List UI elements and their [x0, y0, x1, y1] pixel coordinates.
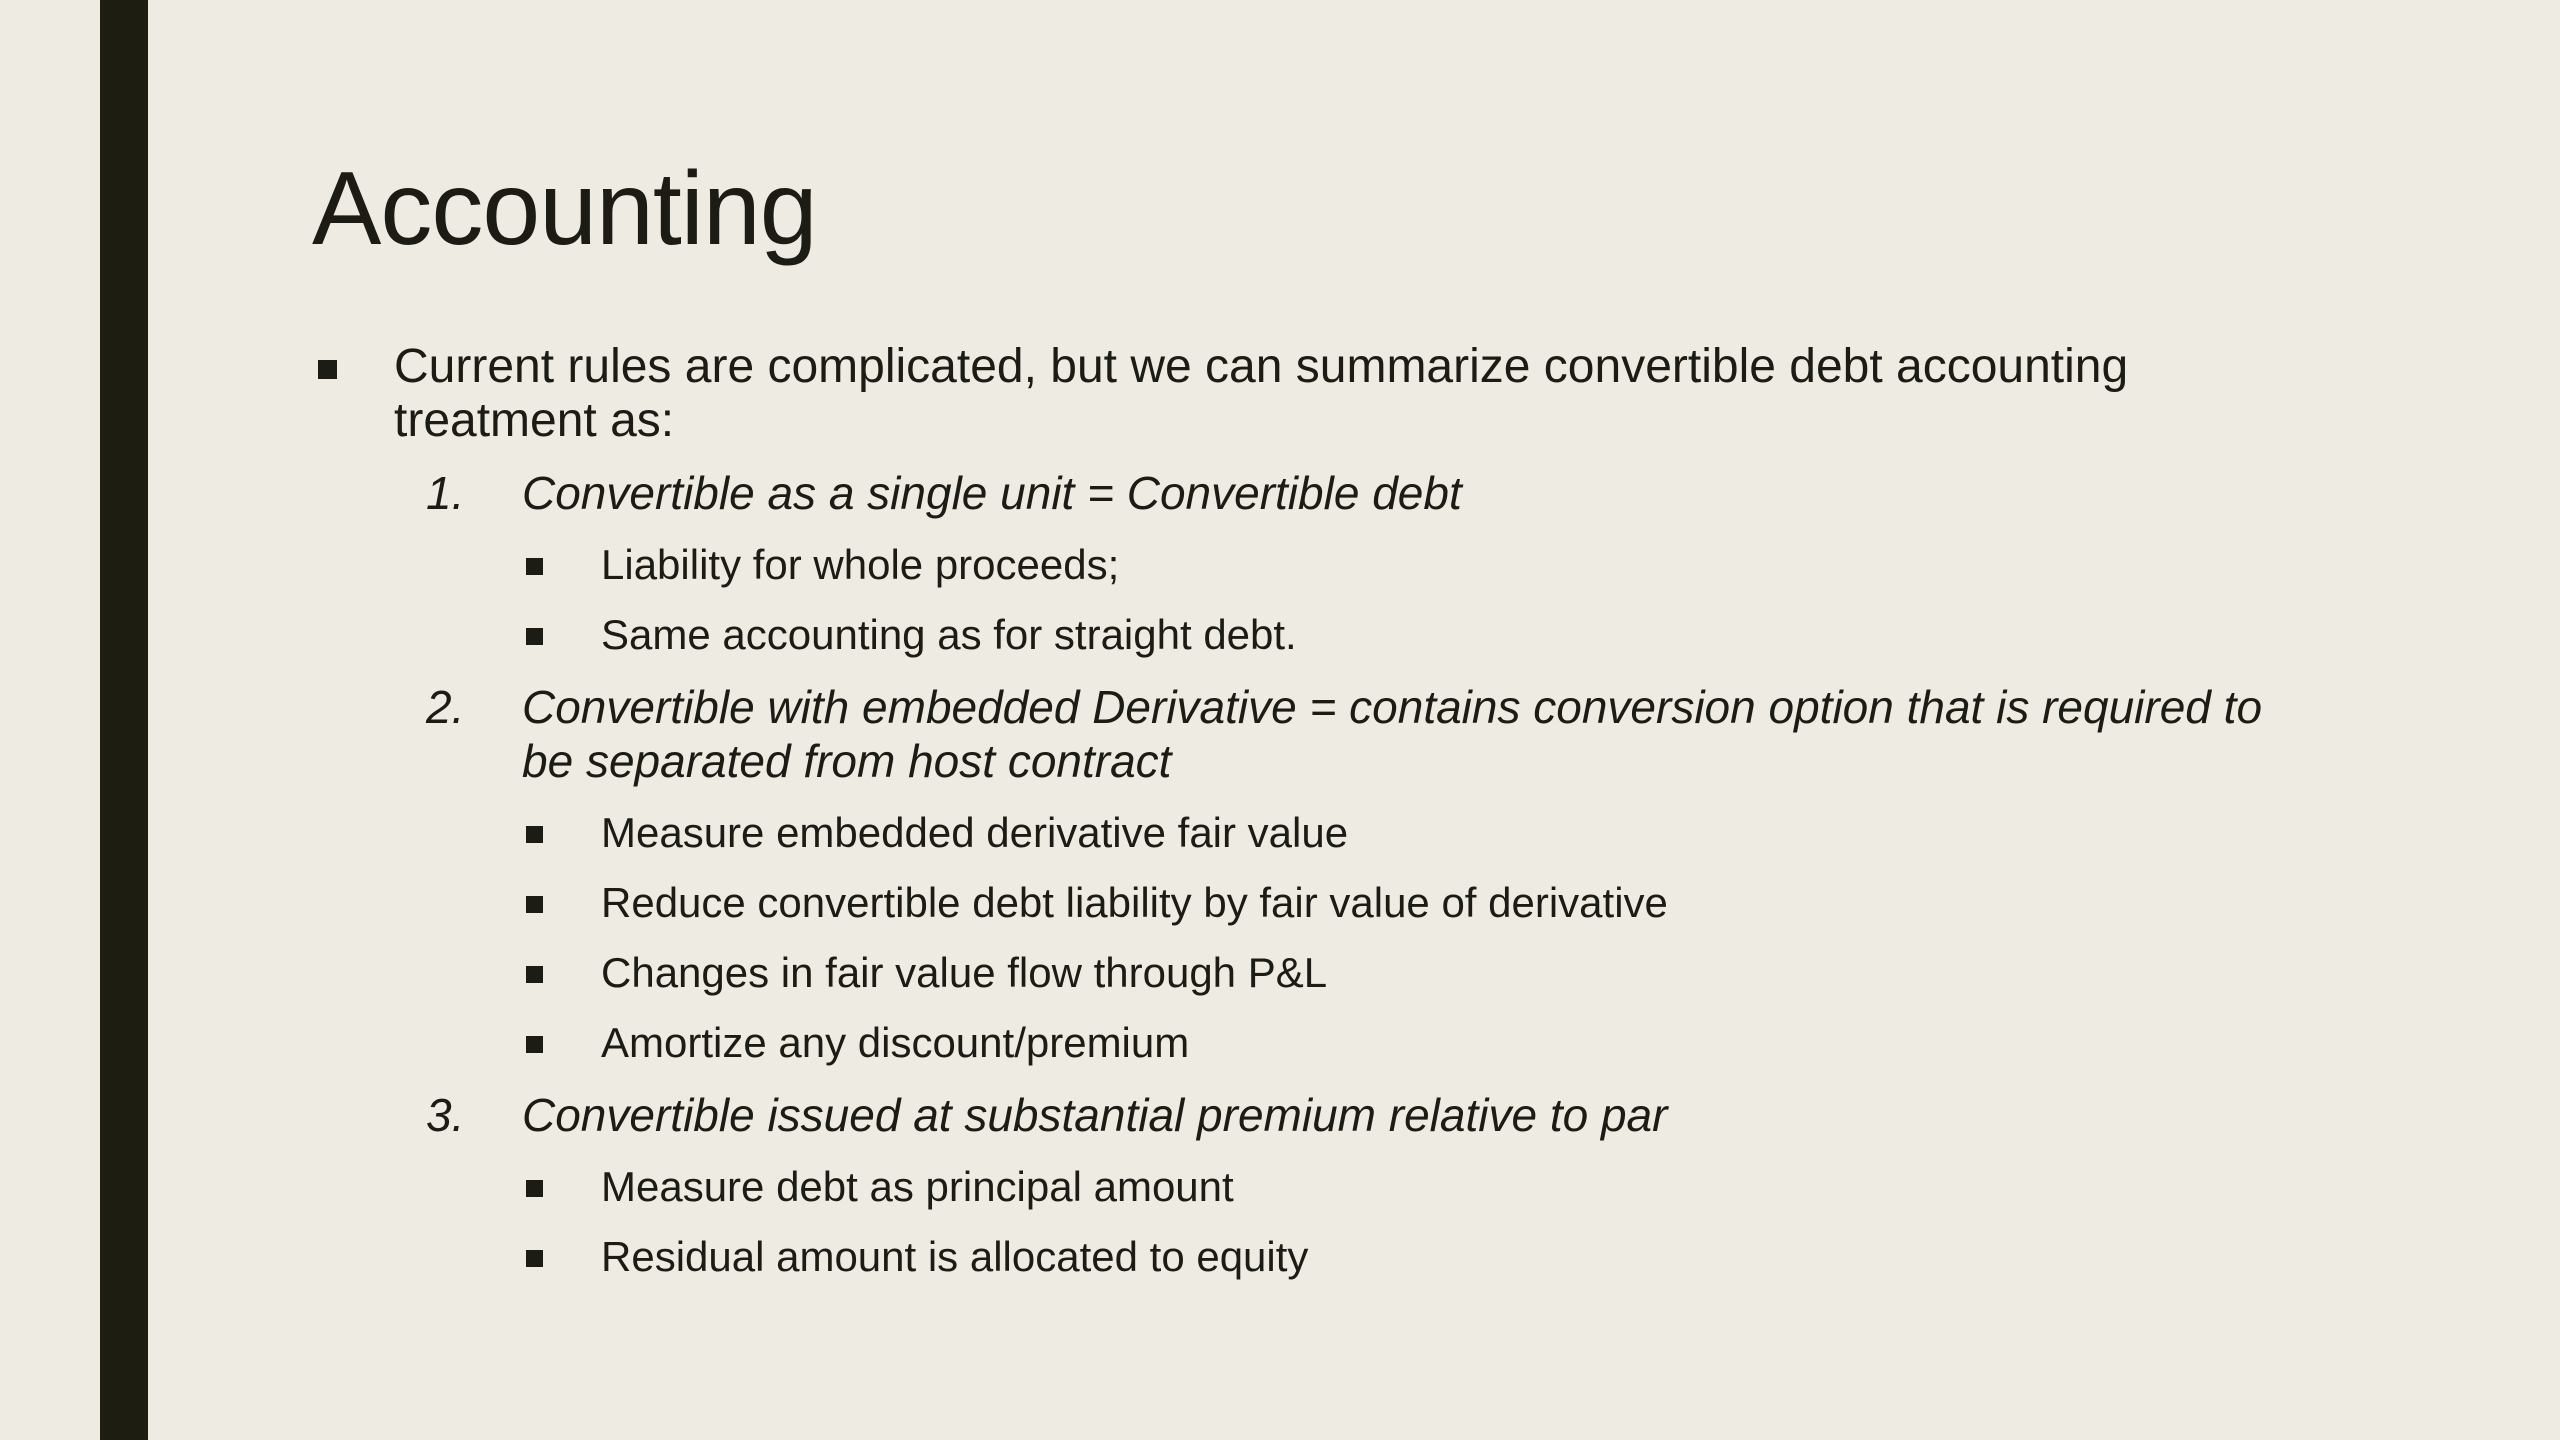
sub-bullet	[312, 610, 2312, 660]
intro-bullet	[312, 340, 2312, 448]
sub-bullet-text: Amortize any discount/premium	[601, 1019, 1190, 1066]
slide-title: Accounting	[312, 151, 817, 267]
square-bullet-icon	[526, 826, 543, 843]
sub-bullet	[312, 540, 2312, 590]
sub-bullet-text: Changes in fair value flow through P&L	[601, 949, 1328, 996]
numbered-item-1	[312, 466, 2302, 520]
square-bullet-icon	[526, 896, 543, 913]
accent-bar	[100, 0, 148, 1440]
item-number: 1.	[426, 467, 465, 519]
sub-bullet	[312, 948, 2312, 998]
numbered-item-2	[312, 680, 2302, 788]
sub-bullet-text: Liability for whole proceeds;	[601, 541, 1120, 588]
intro-text: Current rules are complicated, but we can summarize convertible debt accounting treatment as:	[394, 340, 2129, 447]
square-bullet-icon	[526, 1180, 543, 1197]
sub-bullet	[312, 1018, 2312, 1068]
item-number: 2.	[426, 681, 465, 733]
sub-bullet	[312, 1232, 2312, 1282]
slide-content	[312, 340, 2312, 1302]
sub-bullet	[312, 1162, 2312, 1212]
square-bullet-icon	[526, 558, 543, 575]
numbered-item-3	[312, 1088, 2302, 1142]
item-text: Convertible as a single unit = Convertible debt	[522, 467, 1462, 519]
item-text: Convertible with embedded Derivative = contains conversion option that is required to be separated from host contract	[522, 681, 2263, 787]
sub-bullet-text: Residual amount is allocated to equity	[601, 1233, 1309, 1280]
sub-bullet-text: Same accounting as for straight debt.	[601, 611, 1297, 658]
square-bullet-icon	[526, 628, 543, 645]
sub-bullet	[312, 878, 2312, 928]
square-bullet-icon	[526, 1250, 543, 1267]
sub-bullet-text: Reduce convertible debt liability by fair value of derivative	[601, 879, 1668, 926]
item-number: 3.	[426, 1089, 465, 1141]
square-bullet-icon	[526, 1036, 543, 1053]
square-bullet-icon	[318, 360, 337, 379]
sub-bullet	[312, 808, 2312, 858]
sub-bullet-text: Measure debt as principal amount	[601, 1163, 1234, 1210]
square-bullet-icon	[526, 966, 543, 983]
item-text: Convertible issued at substantial premium relative to par	[522, 1089, 1668, 1141]
sub-bullet-text: Measure embedded derivative fair value	[601, 809, 1349, 856]
